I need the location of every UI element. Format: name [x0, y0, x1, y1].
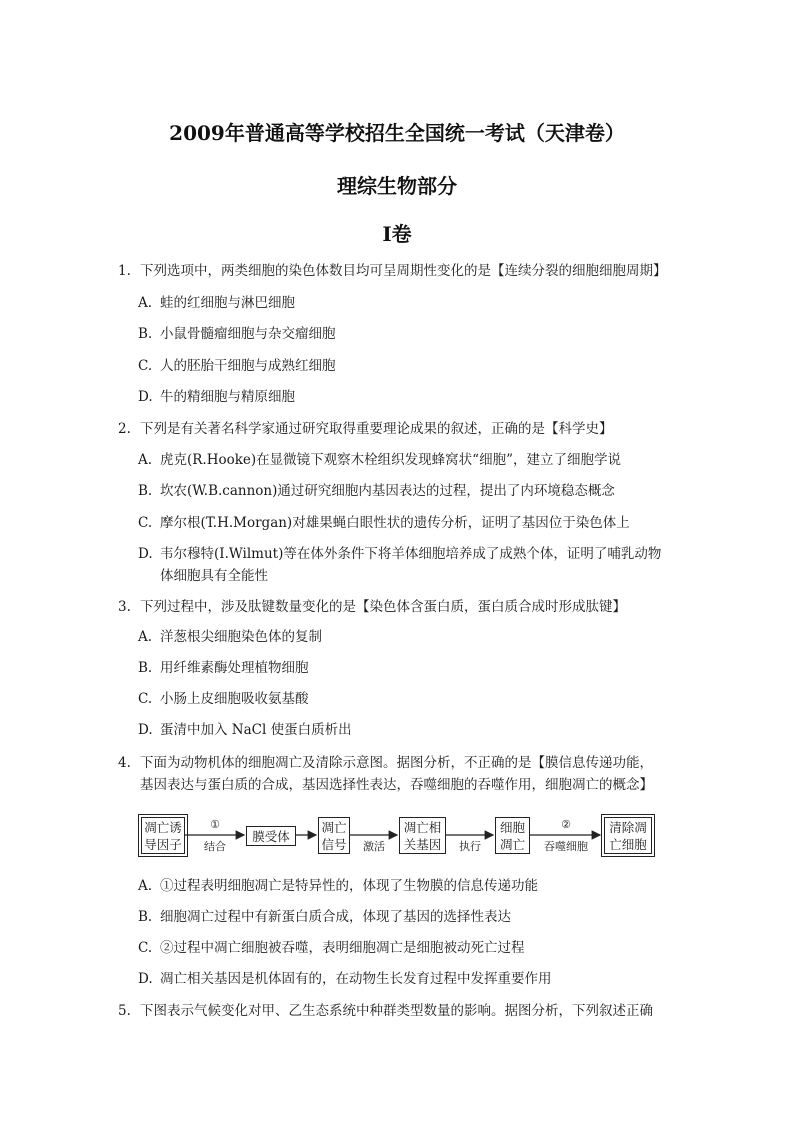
question-number: 5.	[118, 1003, 131, 1019]
option-label: D.	[138, 971, 153, 987]
option-text: 体细胞具有全能性	[160, 568, 268, 584]
question-number: 1.	[118, 263, 131, 279]
question-5-stem	[118, 1000, 678, 1023]
question-text: 下列过程中，涉及肽键数量变化的是【染色体含蛋白质，蛋白质合成时形成肽键】	[140, 599, 626, 615]
flow-box-apoptosis	[495, 817, 530, 854]
question-4-option-c	[138, 937, 678, 960]
question-text: 基因表达与蛋白质的合成，基因选择性表达，吞噬细胞的吞噬作用，细胞凋亡的概念】	[140, 777, 653, 793]
option-label: D.	[138, 722, 153, 738]
option-text: 牛的精细胞与精原细胞	[160, 389, 295, 405]
option-text: 凋亡相关基因是机体固有的，在动物生长发育过程中发挥重要作用	[160, 971, 552, 987]
option-label: C.	[138, 515, 153, 531]
option-label: B.	[138, 483, 153, 499]
option-text: 摩尔根(T.H.Morgan)对雄果蝇白眼性状的遗传分析，证明了基因位于染色体上	[160, 515, 630, 531]
flow-box-clearance	[604, 817, 652, 854]
flow-box-signal	[318, 817, 350, 854]
step-1-marker: ①	[210, 818, 220, 831]
flow-box-receptor	[246, 826, 296, 846]
question-number: 3.	[118, 599, 131, 615]
option-label: C.	[138, 940, 153, 956]
box-line: 清除凋	[609, 819, 647, 835]
box-line: 细胞	[499, 819, 525, 835]
option-text: ①过程表明细胞凋亡是特异性的，体现了生物膜的信息传递功能	[160, 878, 538, 894]
flow-box-inducer	[141, 817, 185, 854]
question-4-option-a	[138, 875, 678, 898]
option-text: ②过程中凋亡细胞被吞噬，表明细胞凋亡是细胞被动死亡过程	[160, 940, 525, 956]
box-line: 导因子	[144, 836, 182, 852]
option-text: 虎克(R.Hooke)在显微镜下观察木栓组织发现蜂窝状“细胞”，建立了细胞学说	[160, 452, 621, 468]
option-label: B.	[138, 326, 153, 342]
option-label: C.	[138, 358, 153, 374]
option-text: 坎农(W.B.cannon)通过研究细胞内基因表达的过程，提出了内环境稳态概念	[160, 483, 615, 499]
option-label: A.	[138, 629, 153, 645]
option-text: 洋葱根尖细胞染色体的复制	[160, 629, 322, 645]
question-text: 下列是有关著名科学家通过研究取得重要理论成果的叙述，正确的是【科学史】	[140, 421, 613, 437]
box-line: 凋亡	[321, 819, 347, 835]
option-label: A.	[138, 295, 153, 311]
box-line: 凋亡	[499, 836, 525, 852]
step-label-phagocyte: 吞噬细胞	[544, 840, 588, 853]
option-text: 蛙的红细胞与淋巴细胞	[160, 295, 295, 311]
question-number: 2.	[118, 421, 131, 437]
section-heading: Ⅰ卷	[382, 222, 412, 246]
option-text: 韦尔穆特(I.Wilmut)等在体外条件下将羊体细胞培养成了成熟个体，证明了哺乳动物	[160, 546, 662, 562]
option-text: 用纤维素酶处理植物细胞	[160, 660, 309, 676]
option-label: D.	[138, 546, 153, 562]
option-label: A.	[138, 878, 153, 894]
step-2-marker: ②	[561, 818, 571, 831]
option-label: A.	[138, 452, 153, 468]
box-line: 亡细胞	[609, 836, 647, 852]
step-label-activate: 激活	[363, 840, 385, 853]
question-text: 下列选项中，两类细胞的染色体数目均可呈周期性变化的是【连续分裂的细胞细胞周期】	[140, 263, 667, 279]
option-text: 小肠上皮细胞吸收氨基酸	[160, 691, 309, 707]
question-text: 下图表示气候变化对甲、乙生态系统中种群类型数量的影响。据图分析，下列叙述正确	[140, 1003, 653, 1019]
option-label: B.	[138, 660, 153, 676]
question-number: 4.	[118, 755, 131, 771]
box-line: 信号	[321, 836, 347, 852]
option-label: D.	[138, 389, 153, 405]
box-line: 凋亡相	[403, 819, 442, 835]
box-line: 关基因	[403, 836, 442, 852]
option-text: 细胞凋亡过程中有新蛋白质合成，体现了基因的选择性表达	[160, 909, 511, 925]
box-line: 膜受体	[252, 828, 290, 844]
option-label: C.	[138, 691, 153, 707]
option-label: B.	[138, 909, 153, 925]
step-label-execute: 执行	[459, 840, 481, 853]
question-text: 下面为动物机体的细胞凋亡及清除示意图。据图分析，不正确的是【膜信息传递功能，	[140, 755, 653, 771]
question-4-option-b	[138, 906, 678, 929]
option-text: 蛋清中加入 NaCl 使蛋白质析出	[160, 722, 352, 738]
flow-box-genes	[399, 817, 446, 854]
exam-title: 2009年普通高等学校招生全国统一考试（天津卷）	[169, 121, 625, 145]
step-label-bind: 结合	[204, 840, 226, 853]
option-text: 小鼠骨髓瘤细胞与杂交瘤细胞	[160, 326, 336, 342]
option-text: 人的胚胎干细胞与成熟红细胞	[160, 358, 336, 374]
box-line: 凋亡诱	[144, 819, 182, 835]
exam-subtitle: 理综生物部分	[337, 174, 457, 198]
question-4-option-d	[138, 968, 678, 991]
